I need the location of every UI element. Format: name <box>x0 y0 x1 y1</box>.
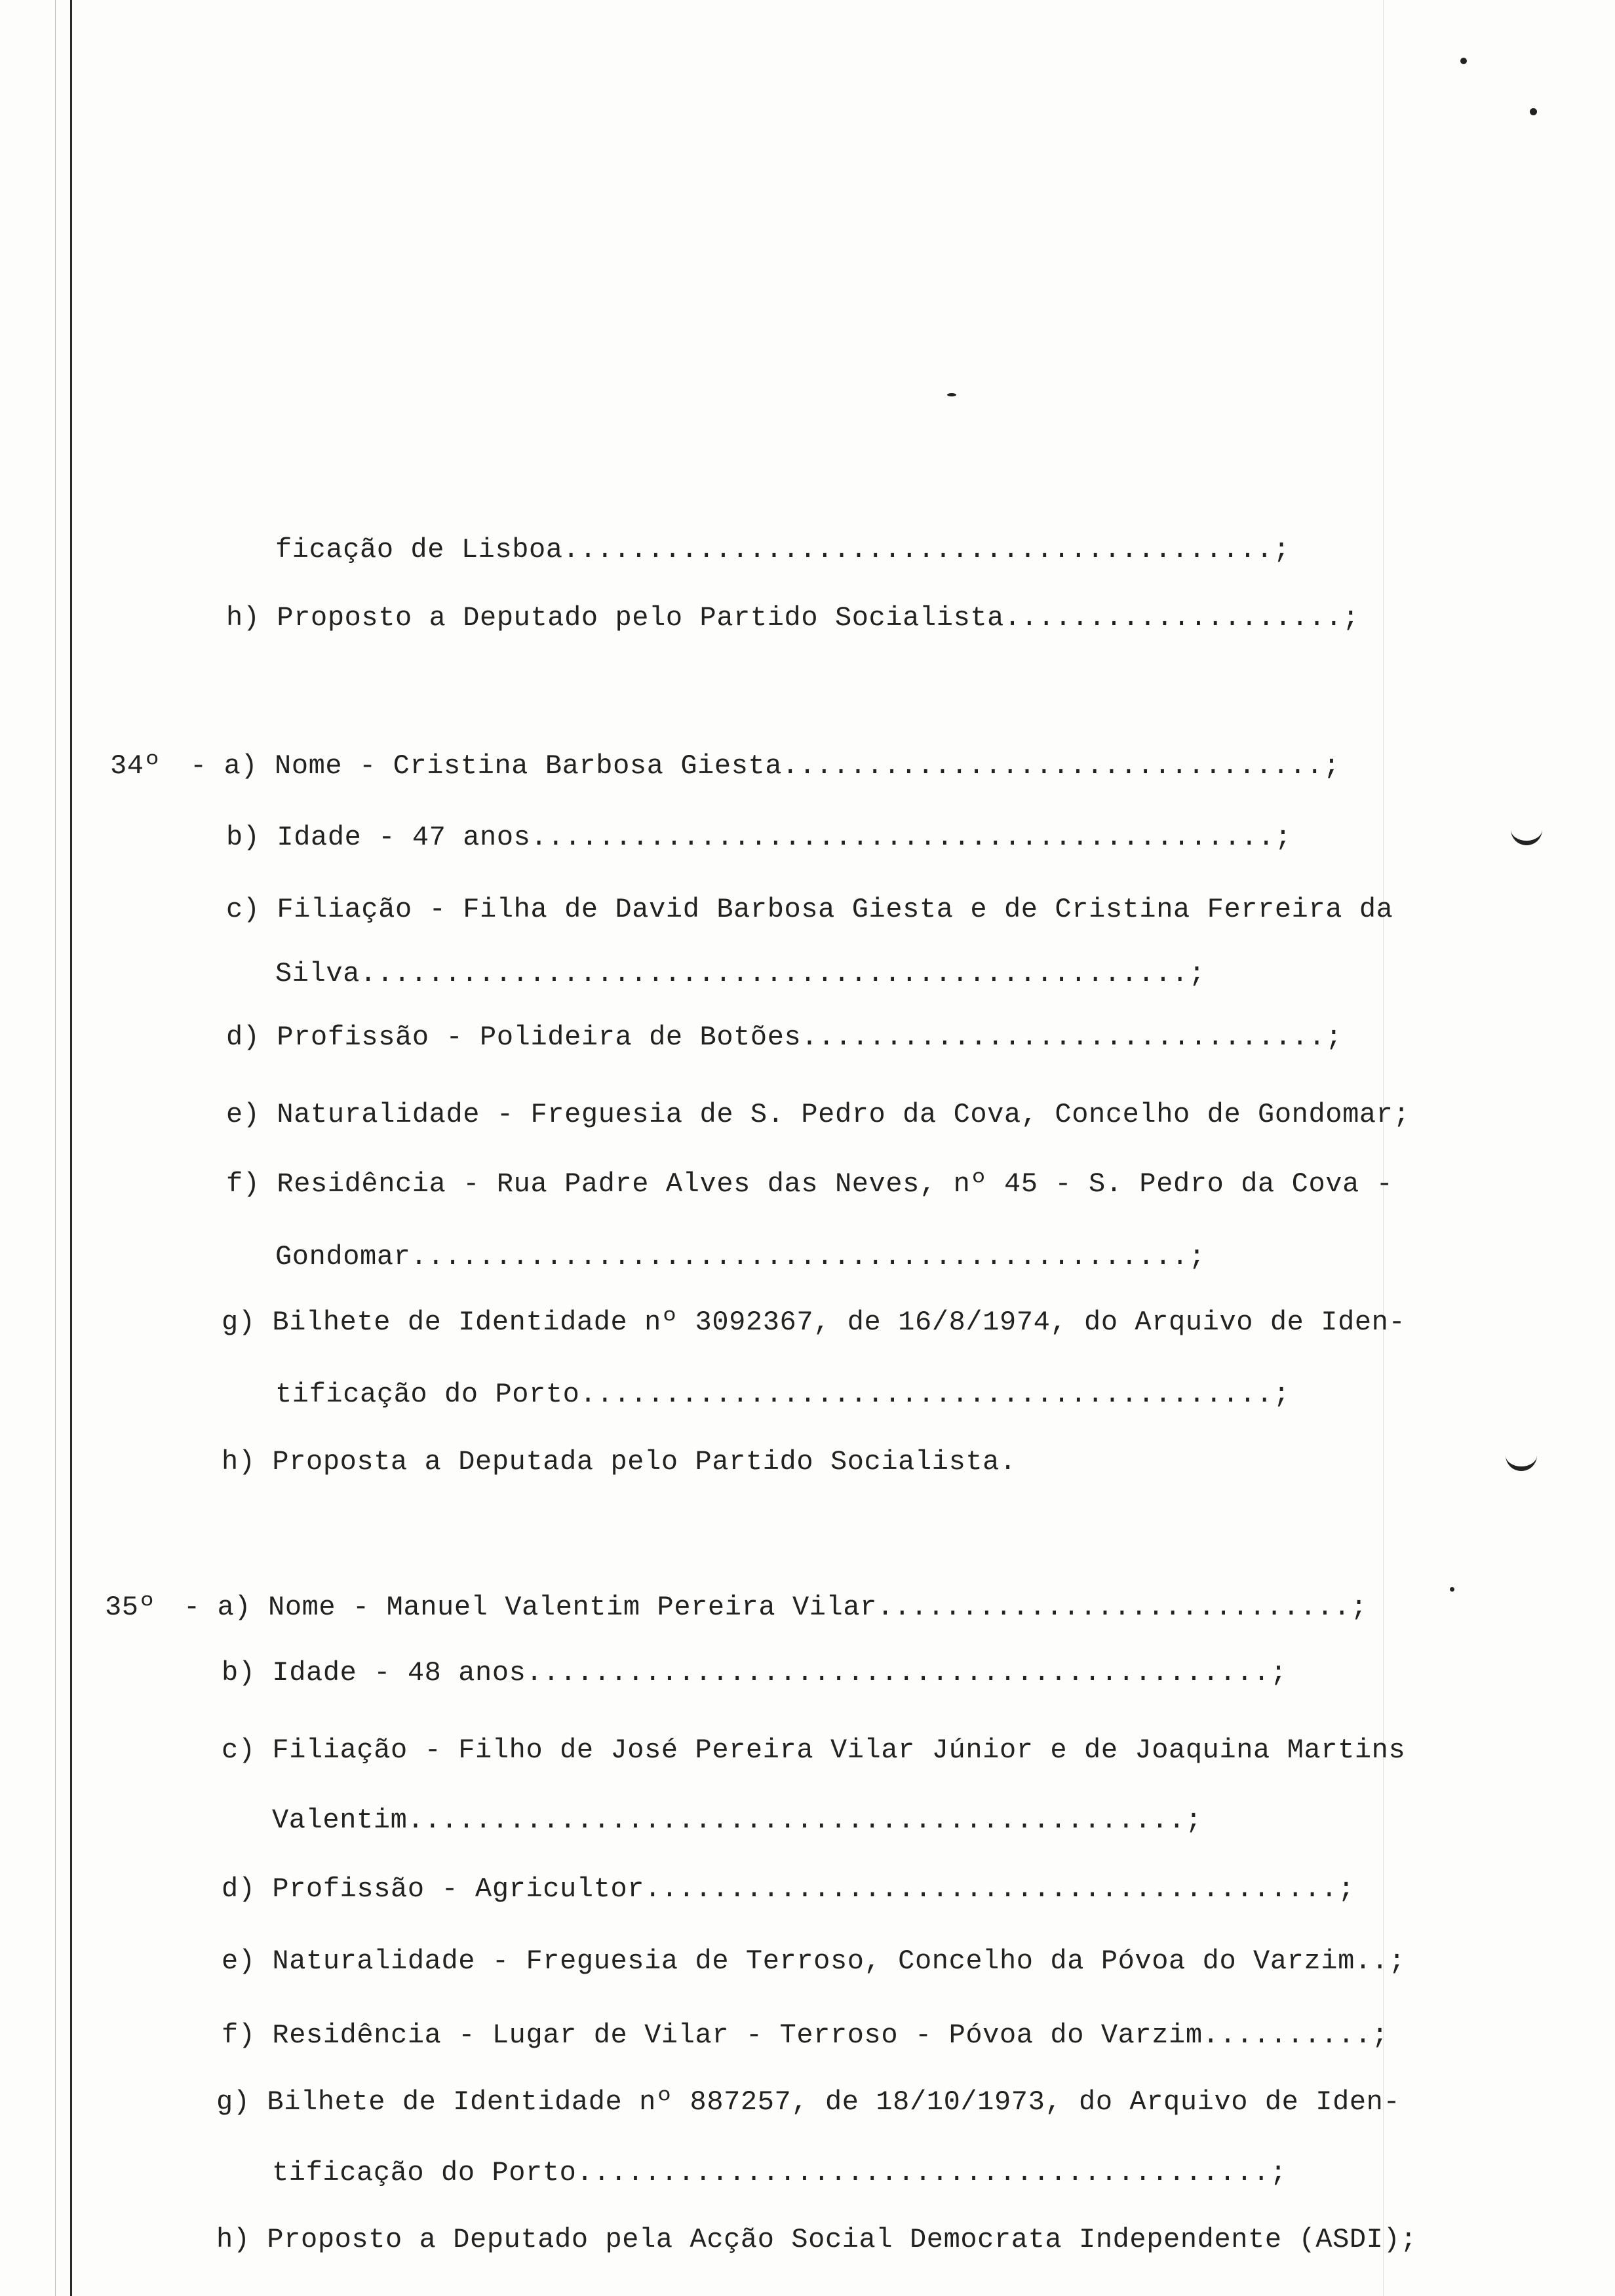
entry-35-age: b) Idade - 48 anos............................................; <box>222 1657 1287 1689</box>
entry-35-identity-card-cont: tificação do Porto.........................................; <box>272 2157 1287 2189</box>
check-mark <box>1511 822 1542 845</box>
entry-35-name: - a) Nome - Manuel Valentim Pereira Vilar............................; <box>184 1592 1368 1623</box>
continuation-item-h: h) Proposto a Deputado pelo Partido Socialista....................; <box>226 602 1359 634</box>
entry-35-residence: f) Residência - Lugar de Vilar - Terroso - Póvoa do Varzim..........; <box>222 2019 1389 2051</box>
entry-34-residence: f) Residência - Rua Padre Alves das Neves, nº 45 - S. Pedro da Cova - <box>226 1168 1393 1200</box>
entry-34-profession: d) Profissão - Polideira de Botões...............................; <box>226 1022 1343 1053</box>
continuation-line: ficação de Lisboa..........................................; <box>275 534 1291 565</box>
entry-34-filiation-cont: Silva.................................................; <box>275 958 1206 989</box>
entry-35-birthplace: e) Naturalidade - Freguesia de Terroso, Concelho da Póvoa do Varzim..; <box>222 1945 1406 1977</box>
entry-34-identity-card: g) Bilhete de Identidade nº 3092367, de 16/8/1974, do Arquivo de Iden- <box>222 1307 1406 1338</box>
entry-34-identity-card-cont: tificação do Porto.........................................; <box>275 1379 1291 1410</box>
entry-34-name: - a) Nome - Cristina Barbosa Giesta................................; <box>190 750 1340 782</box>
entry-35-filiation: c) Filiação - Filho de José Pereira Vilar Júnior e de Joaquina Martins <box>222 1734 1406 1766</box>
entry-35-identity-card: g) Bilhete de Identidade nº 887257, de 18/10/1973, do Arquivo de Iden- <box>216 2086 1401 2118</box>
scan-speck <box>1460 58 1467 64</box>
margin-line-faint <box>55 0 56 2296</box>
entry-34-number: 34º <box>110 750 161 782</box>
entry-34-proposal: h) Proposta a Deputada pelo Partido Socialista. <box>222 1446 1017 1478</box>
scan-speck <box>947 393 956 396</box>
entry-35-profession: d) Profissão - Agricultor.........................................; <box>222 1873 1355 1905</box>
entry-34-birthplace: e) Naturalidade - Freguesia de S. Pedro da Cova, Concelho de Gondomar; <box>226 1099 1411 1130</box>
entry-35-filiation-cont: Valentim..............................................; <box>272 1805 1203 1836</box>
scan-speck <box>1530 108 1537 115</box>
entry-35-proposal: h) Proposto a Deputado pela Acção Social Democrata Independente (ASDI); <box>216 2224 1418 2255</box>
entry-35-number: 35º <box>105 1592 156 1623</box>
check-mark <box>1506 1448 1537 1471</box>
entry-34-filiation: c) Filiação - Filha de David Barbosa Giesta e de Cristina Ferreira da <box>226 894 1393 925</box>
scan-speck <box>1450 1587 1454 1592</box>
entry-34-age: b) Idade - 47 anos............................................; <box>226 822 1292 853</box>
margin-line <box>70 0 72 2296</box>
entry-34-residence-cont: Gondomar..............................................; <box>275 1241 1206 1272</box>
